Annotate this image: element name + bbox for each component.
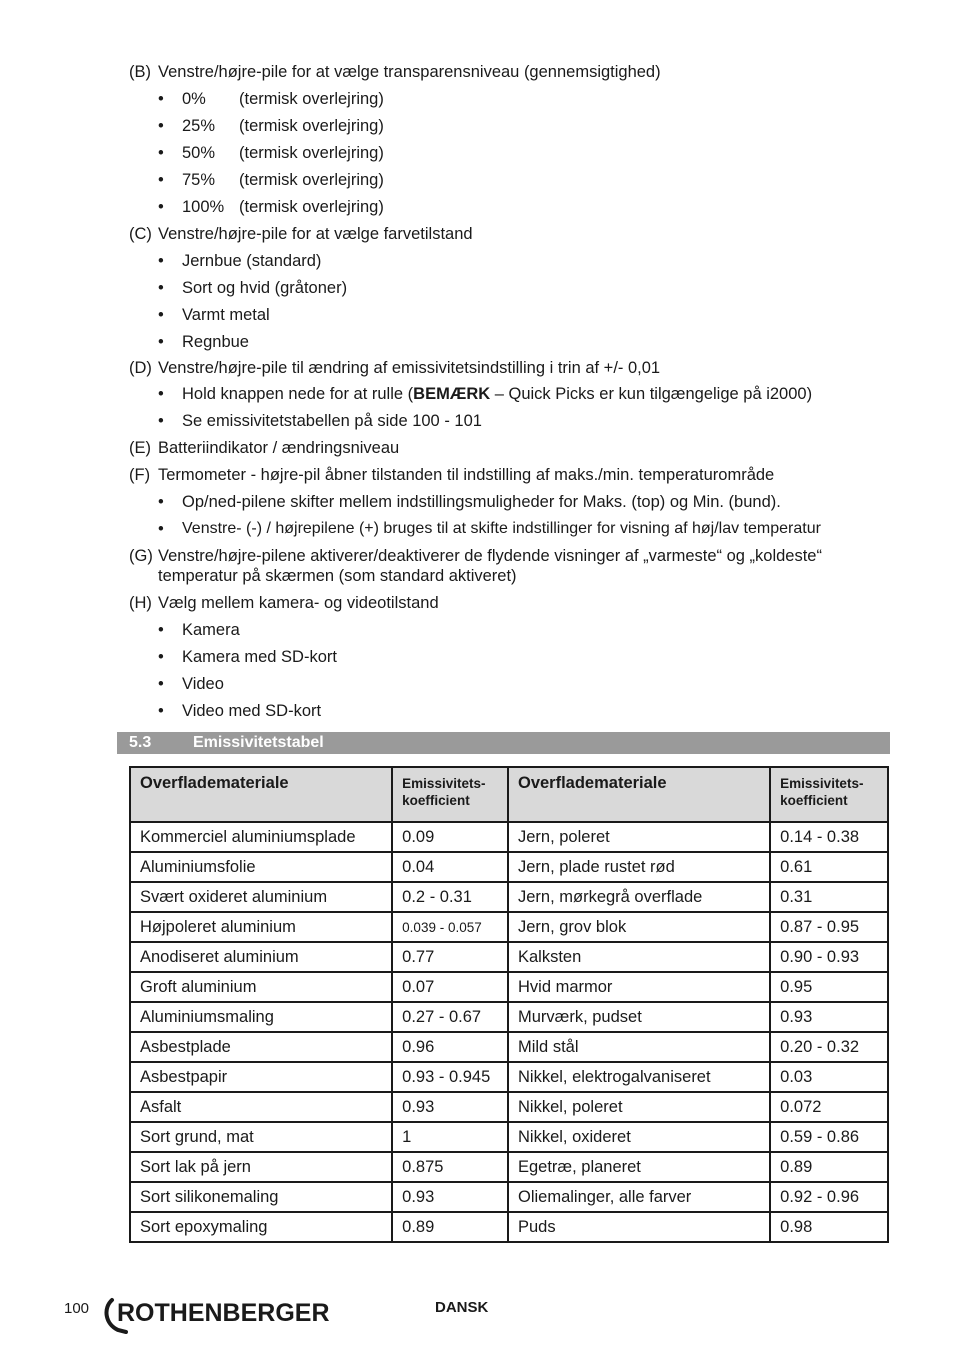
material-cell: Sort silikonemaling [130, 1182, 392, 1212]
item-g-line1: Venstre/højre-pilene aktiverer/deaktiverer de flydende visninger af „varmeste“ og „koldeste“ [158, 547, 822, 565]
material-cell: Sort grund, mat [130, 1122, 392, 1152]
table-row [130, 912, 888, 942]
list-item: • 100% (termisk overlejring) [158, 198, 384, 216]
rothenberger-logo [102, 1294, 352, 1339]
coefficient-cell: 0.92 - 0.96 [770, 1182, 888, 1212]
material-cell: Mild stål [508, 1032, 770, 1062]
coefficient-cell: 0.27 - 0.67 [392, 1002, 508, 1032]
coefficient-cell: 0.20 - 0.32 [770, 1032, 888, 1062]
table-row [130, 1092, 888, 1122]
material-cell: Oliemalinger, alle farver [508, 1182, 770, 1212]
material-cell: Sort lak på jern [130, 1152, 392, 1182]
material-cell: Aluminiumsmaling [130, 1002, 392, 1032]
material-cell: Groft aluminium [130, 972, 392, 1002]
material-cell: Puds [508, 1212, 770, 1242]
coefficient-cell: 0.072 [770, 1092, 888, 1122]
material-cell: Asbestpapir [130, 1062, 392, 1092]
coefficient-cell: 0.2 - 0.31 [392, 882, 508, 912]
table-row [130, 1152, 888, 1182]
list-item: • Hold knappen nede for at rulle (BEMÆRK – Quick Picks er kun tilgængelige på i2000) [158, 385, 813, 403]
coefficient-cell: 0.03 [770, 1062, 888, 1092]
list-item: • Kamera [158, 621, 240, 639]
header-coefficient-2: Emissivitets- koefficient [770, 767, 888, 822]
list-item: • Video med SD-kort [158, 702, 322, 720]
coefficient-cell: 0.93 [770, 1002, 888, 1032]
material-cell: Nikkel, elektrogalvaniseret [508, 1062, 770, 1092]
section-header [117, 732, 890, 754]
item-b-marker: (B) [129, 63, 151, 81]
header-coefficient-1: Emissivitets- koefficient [392, 767, 508, 822]
coefficient-cell: 0.14 - 0.38 [770, 822, 888, 852]
material-cell: Jern, grov blok [508, 912, 770, 942]
list-item: • 50% (termisk overlejring) [158, 144, 384, 162]
table-header-row [130, 767, 888, 822]
section-number: 5.3 [129, 734, 152, 751]
table-row [130, 1002, 888, 1032]
table-row [130, 852, 888, 882]
material-cell: Sort epoxymaling [130, 1212, 392, 1242]
table-row [130, 1062, 888, 1092]
coefficient-cell: 1 [392, 1122, 508, 1152]
table-row [130, 822, 888, 852]
coefficient-cell: 0.98 [770, 1212, 888, 1242]
list-item: • Op/ned-pilene skifter mellem indstillingsmuligheder for Maks. (top) og Min. (bund). [158, 493, 781, 511]
coefficient-cell: 0.77 [392, 942, 508, 972]
material-cell: Nikkel, oxideret [508, 1122, 770, 1152]
list-item: • Sort og hvid (gråtoner) [158, 279, 348, 297]
list-item: • 75% (termisk overlejring) [158, 171, 384, 189]
item-g-marker: (G) [129, 547, 153, 565]
coefficient-cell: 0.039 - 0.057 [392, 912, 508, 942]
material-cell: Asbestplade [130, 1032, 392, 1062]
material-cell: Kommerciel aluminiumsplade [130, 822, 392, 852]
material-cell: Svært oxideret aluminium [130, 882, 392, 912]
list-item: • Venstre- (-) / højrepilene (+) bruges til at skifte indstillinger for visning af høj/lav temperatur [158, 520, 821, 538]
coefficient-cell: 0.90 - 0.93 [770, 942, 888, 972]
material-cell: Asfalt [130, 1092, 392, 1122]
item-c-marker: (C) [129, 225, 152, 243]
material-cell: Jern, plade rustet rød [508, 852, 770, 882]
table-row [130, 972, 888, 1002]
coefficient-cell: 0.59 - 0.86 [770, 1122, 888, 1152]
coefficient-cell: 0.87 - 0.95 [770, 912, 888, 942]
table-row [130, 1032, 888, 1062]
list-item: • Se emissivitetstabellen på side 100 - 101 [158, 412, 482, 430]
list-item: • Kamera med SD-kort [158, 648, 337, 666]
item-f-text: Termometer - højre-pil åbner tilstanden til indstilling af maks./min. temperaturområde [158, 466, 775, 484]
material-cell: Hvid marmor [508, 972, 770, 1002]
table-row [130, 1122, 888, 1152]
item-b-text: Venstre/højre-pile for at vælge transparensniveau (gennemsigtighed) [158, 63, 661, 81]
item-e-marker: (E) [129, 439, 151, 457]
table-row [130, 1212, 888, 1242]
item-h-text: Vælg mellem kamera- og videotilstand [158, 594, 439, 612]
material-cell: Nikkel, poleret [508, 1092, 770, 1122]
list-item: • Jernbue (standard) [158, 252, 322, 270]
coefficient-cell: 0.93 - 0.945 [392, 1062, 508, 1092]
list-item: • 25% (termisk overlejring) [158, 117, 384, 135]
material-cell: Jern, mørkegrå overflade [508, 882, 770, 912]
svg-text:ROTHENBERGER: ROTHENBERGER [117, 1299, 330, 1327]
material-cell: Kalksten [508, 942, 770, 972]
list-item: • Regnbue [158, 333, 249, 351]
material-cell: Højpoleret aluminium [130, 912, 392, 942]
material-cell: Murværk, pudset [508, 1002, 770, 1032]
item-c-text: Venstre/højre-pile for at vælge farvetilstand [158, 225, 473, 243]
item-e-text: Batteriindikator / ændringsniveau [158, 439, 400, 457]
item-f-marker: (F) [129, 466, 151, 484]
coefficient-cell: 0.875 [392, 1152, 508, 1182]
list-item: • Video [158, 675, 224, 693]
table-row [130, 1182, 888, 1212]
header-material-2: Overflademateriale [508, 767, 770, 822]
section-title: Emissivitetstabel [193, 734, 324, 751]
table-row [130, 882, 888, 912]
page-number: 100 [64, 1300, 90, 1317]
coefficient-cell: 0.93 [392, 1182, 508, 1212]
coefficient-cell: 0.89 [770, 1152, 888, 1182]
coefficient-cell: 0.89 [392, 1212, 508, 1242]
coefficient-cell: 0.31 [770, 882, 888, 912]
language-label: DANSK [435, 1299, 489, 1316]
item-h-marker: (H) [129, 594, 152, 612]
item-d-marker: (D) [129, 359, 152, 377]
coefficient-cell: 0.61 [770, 852, 888, 882]
material-cell: Egetræ, planeret [508, 1152, 770, 1182]
emissivity-table [129, 766, 889, 1243]
coefficient-cell: 0.09 [392, 822, 508, 852]
coefficient-cell: 0.04 [392, 852, 508, 882]
material-cell: Aluminiumsfolie [130, 852, 392, 882]
item-g-line2: temperatur på skærmen (som standard aktiveret) [158, 567, 517, 585]
header-material-1: Overflademateriale [130, 767, 392, 822]
table-row [130, 942, 888, 972]
coefficient-cell: 0.95 [770, 972, 888, 1002]
coefficient-cell: 0.07 [392, 972, 508, 1002]
item-d-text: Venstre/højre-pile til ændring af emissivitetsindstilling i trin af +/- 0,01 [158, 359, 661, 377]
material-cell: Anodiseret aluminium [130, 942, 392, 972]
list-item: • Varmt metal [158, 306, 270, 324]
coefficient-cell: 0.93 [392, 1092, 508, 1122]
material-cell: Jern, poleret [508, 822, 770, 852]
coefficient-cell: 0.96 [392, 1032, 508, 1062]
list-item: • 0% (termisk overlejring) [158, 90, 384, 108]
